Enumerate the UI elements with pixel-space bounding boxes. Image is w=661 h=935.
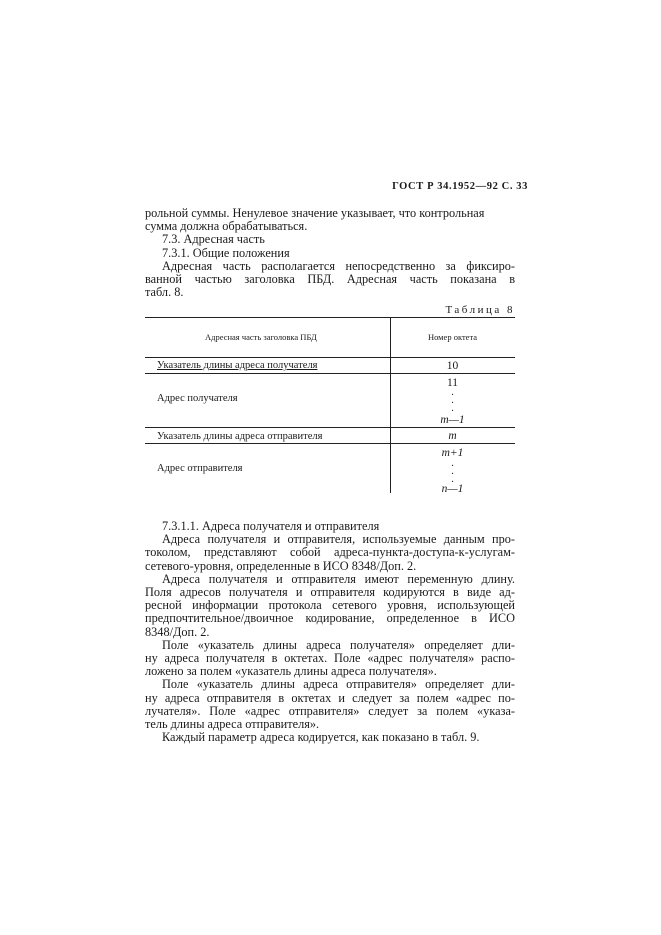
ellipsis-dots: . . .	[451, 458, 454, 485]
paragraph-line: ну адреса получателя в октетах. Поле «адрес получателя» распо-	[145, 651, 515, 666]
paragraph-line: Адреса получателя и отправителя, используемые данным про-	[162, 532, 515, 547]
table-row-octet: m	[448, 430, 457, 442]
page-header: ГОСТ Р 34.1952—92 С. 33	[392, 181, 528, 192]
table-row-octet: n—1	[441, 483, 464, 495]
table-row-label: Адрес отправителя	[157, 463, 243, 474]
continuation-line: рольной суммы. Ненулевое значение указывает, что контрольная	[145, 206, 485, 220]
paragraph-line: табл. 8.	[145, 285, 184, 300]
paragraph-line: Каждый параметр адреса кодируется, как показано в табл. 9.	[162, 730, 480, 745]
ellipsis-dots: . . .	[451, 387, 454, 414]
table-row-octet: m—1	[440, 414, 465, 426]
table-row-label: Указатель длины адреса отправителя	[157, 431, 323, 442]
table-8	[145, 317, 515, 493]
paragraph-line: токолом, представляют собой адреса-пункта-доступа-к-услугам-	[145, 545, 515, 560]
table-caption: Таблица 8	[445, 304, 515, 316]
column-header: Номер октета	[427, 332, 478, 342]
row-rule	[145, 427, 515, 428]
column-header: Адресная часть заголовка ПБД	[205, 332, 317, 342]
paragraph-line: Поля адресов получателя и отправителя кодируются в виде ад-	[145, 585, 515, 600]
paragraph-line: Адресная часть располагается непосредственно за фиксиро-	[162, 258, 515, 273]
table-row-octet: 10	[446, 360, 459, 372]
top-text-block	[145, 207, 515, 299]
section-heading-7-3-1: 7.3.1. Общие положения	[162, 245, 290, 260]
header-rule	[145, 357, 515, 358]
continuation-line: сумма должна обрабатываться.	[145, 219, 308, 234]
table-row-label: Адрес получателя	[157, 393, 238, 404]
section-heading-7-3	[145, 233, 515, 246]
paragraph-line: ванной частью заголовка ПБД. Адресная часть показана в	[145, 272, 515, 287]
table-row-octet: 11	[446, 377, 459, 389]
table-row-label: Указатель длины адреса получателя	[157, 360, 318, 371]
paragraph-line: ну адреса отправителя в октетах и следует за полем «адрес по-	[145, 690, 515, 705]
section-heading-text: 7.3. Адресная часть	[162, 232, 265, 247]
paragraph-line: ресной информации протокола сетевого уровня, использующей	[145, 598, 515, 613]
paragraph-line: ложено за полем «указатель длины адреса получателя».	[145, 664, 437, 679]
paragraph-line: Адреса получателя и отправителя имеют переменную длину.	[162, 571, 515, 586]
section-title: 7.3.1.1. Адреса получателя и отправителя	[162, 519, 380, 533]
paragraph-line: лучателя». Поле «адрес отправителя» следует за полем «указа-	[145, 703, 515, 718]
row-rule	[145, 373, 515, 374]
paragraph-line: Поле «указатель длины адреса отправителя» определяет дли-	[162, 677, 515, 692]
paragraph-line: Поле «указатель длины адреса получателя» определяет дли-	[162, 637, 515, 652]
paragraph-line: сетевого-уровня, определенные в ИСО 8348/Доп. 2.	[145, 558, 417, 573]
table-row-octet: m+1	[441, 447, 464, 459]
section-7-3-1-1	[145, 520, 515, 744]
paragraph-line: 8348/Доп. 2.	[145, 624, 210, 639]
paragraph-line: предпочтительное/двоичное кодирование, определенное в ИСО	[145, 611, 515, 626]
paragraph-line: тель длины адреса отправителя».	[145, 717, 320, 732]
row-rule	[145, 443, 515, 444]
table-top-rule	[145, 317, 515, 318]
